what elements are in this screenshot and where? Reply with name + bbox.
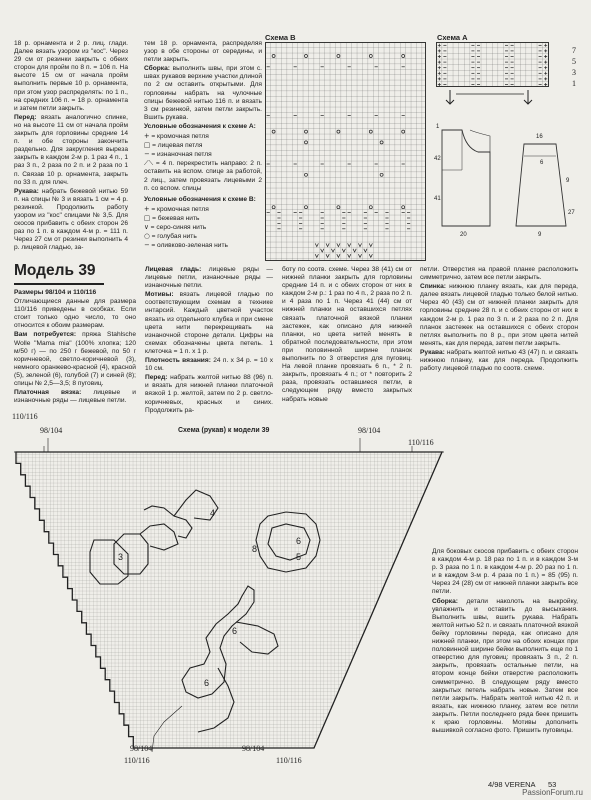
size-label: 110/116 <box>276 756 302 765</box>
assembly-39: Сборка: детали наколоть на выкройку, увлажнить и оставить до высыхания. Выполнить швы, вшить рукава. Набрать желтой нитью 52 п. и связать платочной вязкой бейку горловины переда, как описано для нижней планки, при этом на обоих концах при половинной ширине бейки выполнить еще по 1 отверстию для пуговиц: провязать 3 п., 2 п. закрыть, провязать остальные петли, на втором конце бейки отверстие расположить симметрично. В следующем ряду вместо закрытых петель набрать новые. Затем все петли закрыть. Набрать желтой нитью 42 п. и вязать, как нижнюю планку, затем все петли закрыть. Петли последнего ряда беек пришить к краю горловины. Мотивы дополнить вышивкой согласно фото. Пришить пуговицы. <box>432 597 578 735</box>
color-number: 6 <box>232 626 238 636</box>
legend-b-item: − = оливково-зеленая нить <box>144 241 228 250</box>
buttonholes: петли. Отверстия на правой планке расположить симметрично, затем все петли закрыть. <box>420 266 578 282</box>
legend-a-title: Условные обозначения к схеме А: <box>144 122 256 130</box>
size-marker-left <box>44 438 48 452</box>
text-column-1 <box>14 40 128 253</box>
color-number: 3 <box>118 552 124 562</box>
color-number: 4 <box>210 508 216 518</box>
measure-label: 9 <box>538 232 542 238</box>
back-39: Спинка: нижнюю планку вязать, как для переда, далее вязать лицевой гладью только белой нитью. Через 40 (43) см от нижней планки закрыть для горловины средние 28 п. и с обеих сторон от них в каждом 2-м р. 1 раз по 3 п. и 2 раза по 2 п. Для планок застежек на оставшихся с обеих сторон петлях выполнить по 8 р., при этом цвета нитей менять, как для переда, затем петли закрыть. <box>420 283 578 347</box>
legend-a-item: ⟋⟍ = 4 п. перекрестить направо: 2 п. оставить на вспом. спице за работой, 2 лиц., затем провязать лицевыми 2 п. со вспом. спицы <box>144 159 262 192</box>
paragraph-assembly: Сборка: выполнить швы, при этом с. швах рукавов верхние участки длиной по 2 см оставить открытыми. Для горловины набрать на чулочные спицы бежевой нитью 116 п. и вязать 3 см резинкой, затем петли закрыть. Вшить рукава. <box>144 65 262 121</box>
legend-b-item: □ = бежевая нить <box>144 213 200 222</box>
measure-label: 9 <box>566 178 570 184</box>
size-label: 98/104 <box>40 426 63 435</box>
sleeves-39: Рукава: набрать желтой нитью 43 (47) п. и связать нижнюю планку, как для переда. Продолжить работу лицевой гладью по соотв. схеме. <box>420 348 578 373</box>
legend-b-title: Условные обозначения к схеме В: <box>144 195 256 203</box>
schema-a-row-label: 1 <box>572 79 576 88</box>
size-label: 110/116 <box>408 438 434 447</box>
front-39-cont: боту по соотв. схеме. Через 38 (41) см от нижней планки закрыть для горловины средние 14 п. и с обеих сторон от них в каждом 2-м р.: 1 раз по 4 п., 2 раза по 2 п. и 4 раза по 1 п. Через 41 (44) см от нижней планки на оставшихся петлях связать платочной вязкой планки застежек, как описано для нижней планки, но цвета нитей менять в обратной последовательности, при этом при половинной ширине планок выполнить по 3 отверстия для пуговиц. На левой планке провязать 6 п., * 2 п. закрыть, провязать 4 п.; от * повторить 2 раза, провязать оставшиеся петли, в следующем ряду вместо закрытых набрать новые <box>282 266 412 403</box>
schema-a-title: Схема А <box>437 33 468 42</box>
front-39: Перед: набрать желтой нитью 88 (96) п. и вязать для нижней планки платочной вязкой 1 р. желтой, затем по 2 р. светло-коричневых, красных и синих. Продолжить ра- <box>145 374 273 414</box>
text-column-2 <box>144 40 262 250</box>
measure-label: 20 <box>460 232 467 238</box>
legend-a-item: + = кромочная петля <box>144 132 209 141</box>
page-number: 53 <box>548 780 557 789</box>
sizes-heading: Размеры 98/104 и 110/116 <box>14 289 97 296</box>
size-label: 98/104 <box>242 744 265 753</box>
sizes-text: Отличающиеся данные для размера 110/116 приведены в скобках. Если стоит только одно число, то оно относится к обоим размерам. <box>14 298 136 330</box>
paragraph-front: Перед: вязать аналогично спинке, но на высоте 11 см от начала пройм закрыть для горловины средние 14 п. и обе стороны закончить раздельно. Для закругления выреза закрыть в каждом 2-м р. 1 раз 4 п., 1 раз 3 п., 2 раза по 2 п. и 2 раза по 1 п. Связав 10 р. орнамента, закрыть по 33 п. для плеч. <box>14 113 128 186</box>
schema-b-title: Схема В <box>265 33 296 42</box>
measure-label: 6 <box>540 160 544 166</box>
color-number: 8 <box>252 544 258 554</box>
legend-b <box>144 205 262 250</box>
color-number: 6 <box>204 678 210 688</box>
size-label: 110/116 <box>124 756 150 765</box>
schema-a-row-label: 7 <box>572 46 576 55</box>
text-column-5 <box>282 266 412 405</box>
garter-stitch: Платочная вязка: лицевые и изнаночные ряды — лицевые петли. <box>14 389 136 405</box>
text-column-3 <box>14 289 136 406</box>
legend-a <box>144 132 262 193</box>
legend-b-item: ∨ = серо-синяя нить <box>144 222 207 231</box>
measure-label: 42 <box>434 156 441 162</box>
text-column-7 <box>432 548 578 736</box>
stockinette: Лицевая гладь: лицевые ряды — лицевые петли, изнаночные ряды — изнаночные петли. <box>145 266 273 290</box>
model-title: Модель 39 <box>14 262 96 279</box>
schema-a-grid <box>436 42 566 112</box>
sleeve-chart-title: Схема (рукав) к модели 39 <box>178 427 270 434</box>
legend-b-item: + = кромочная петля <box>144 204 209 213</box>
legend-a-item: □ = лицевая петля <box>144 141 203 150</box>
legend-b-item: ○ = голубая нить <box>144 232 197 241</box>
color-number: 5 <box>296 552 302 562</box>
text-column-4 <box>145 266 273 416</box>
watermark: PassionForum.ru <box>522 788 583 797</box>
gauge: Плотность вязания: 24 п. х 34 р. = 10 х 10 см. <box>145 357 273 373</box>
schema-b-grid <box>265 42 427 262</box>
sleeve-increases: Для боковых скосов прибавить с обеих сторон в каждом 4-м р. 18 раз по 1 п. и в каждом 3-м р. 3 раза по 1 п. в каждом 4-м р. 20 раз по 1 п. и в каждом 3-м р. 4 раза по 1 п.) = 85 (95) п. Через 24 (28) см от нижней планки закрыть все петли. <box>432 548 578 596</box>
schema-a-row-label: 5 <box>572 57 576 66</box>
paragraph-sleeves-end: тем 18 р. орнамента, распределяя узор в обе стороны от середины, и петли закрыть. <box>144 40 262 64</box>
paragraph-sleeves: Рукава: набрать бежевой нитью 59 п. на спицы № 3 и вязать 1 см = 4 р. резинкой. Продолжить работу узором из "кос" спицами № 3,5. Для скосов прибавить с обеих сторон 26 раз по 1 п. в каждом 4-м р. = 111 п. Через 27 см от резинки выполнить 4 р. лицевой гладью, за- <box>14 187 128 252</box>
size-marker-right <box>360 438 412 452</box>
title-rule <box>14 283 104 285</box>
size-label: 98/104 <box>130 744 153 753</box>
text-column-6 <box>420 266 578 374</box>
footer-magazine: 4/98 VERENA <box>488 780 536 789</box>
measure-label: 41 <box>434 196 441 202</box>
measure-label: 27 <box>568 210 575 216</box>
paragraph-back-continued: 18 р. орнамента и 2 р. лиц. глади. Далее вязать узором из "кос". Через 29 см от резинки закрыть с обеих сторон для пройм по 8 п. = 106 п. На высоте 15 см от начала пройм выполнить первые 10 р. орнамента, при этом узор распределять: по 1 п., на средних 106 п. = 18 р. орнамента и затем петли закрыть. <box>14 40 128 112</box>
materials: Вам потребуется: пряжа Stahlsche Wolle "Mama mia" (100% хлопка; 120 м/50 г) — по 250 г бежевой, по 50 г коричневой, светло-коричневой (3), немного оранжево-красной (4), красной (5), зеленой (6), голубой (7) и синей (8); спицы № 2,5—3,5; 8 пуговиц. <box>14 331 137 388</box>
size-label: 110/116 <box>12 412 38 421</box>
measure-label: 16 <box>536 134 543 140</box>
sleeve-piece-outline <box>516 144 566 226</box>
measure-label: 1 <box>436 124 440 130</box>
motifs: Мотивы: вязать лицевой гладью по соответствующим схемам в технике интарсий. Каждый цветной участок вязать из отдельного клубка и при смене цвета нити перекрещивать на изнаночной стороне детали. Цифры на схемах обозначены цвета петель. 1 клеточка = 1 п. х 1 р. <box>145 291 273 355</box>
schema-a-row-label: 3 <box>572 68 576 77</box>
sleeve-chart <box>14 436 454 758</box>
size-label: 98/104 <box>358 426 381 435</box>
front-piece-outline <box>442 130 490 226</box>
legend-a-item: − = изнаночная петля <box>144 150 212 159</box>
color-number: 6 <box>296 536 302 546</box>
pattern-pieces <box>432 122 582 250</box>
